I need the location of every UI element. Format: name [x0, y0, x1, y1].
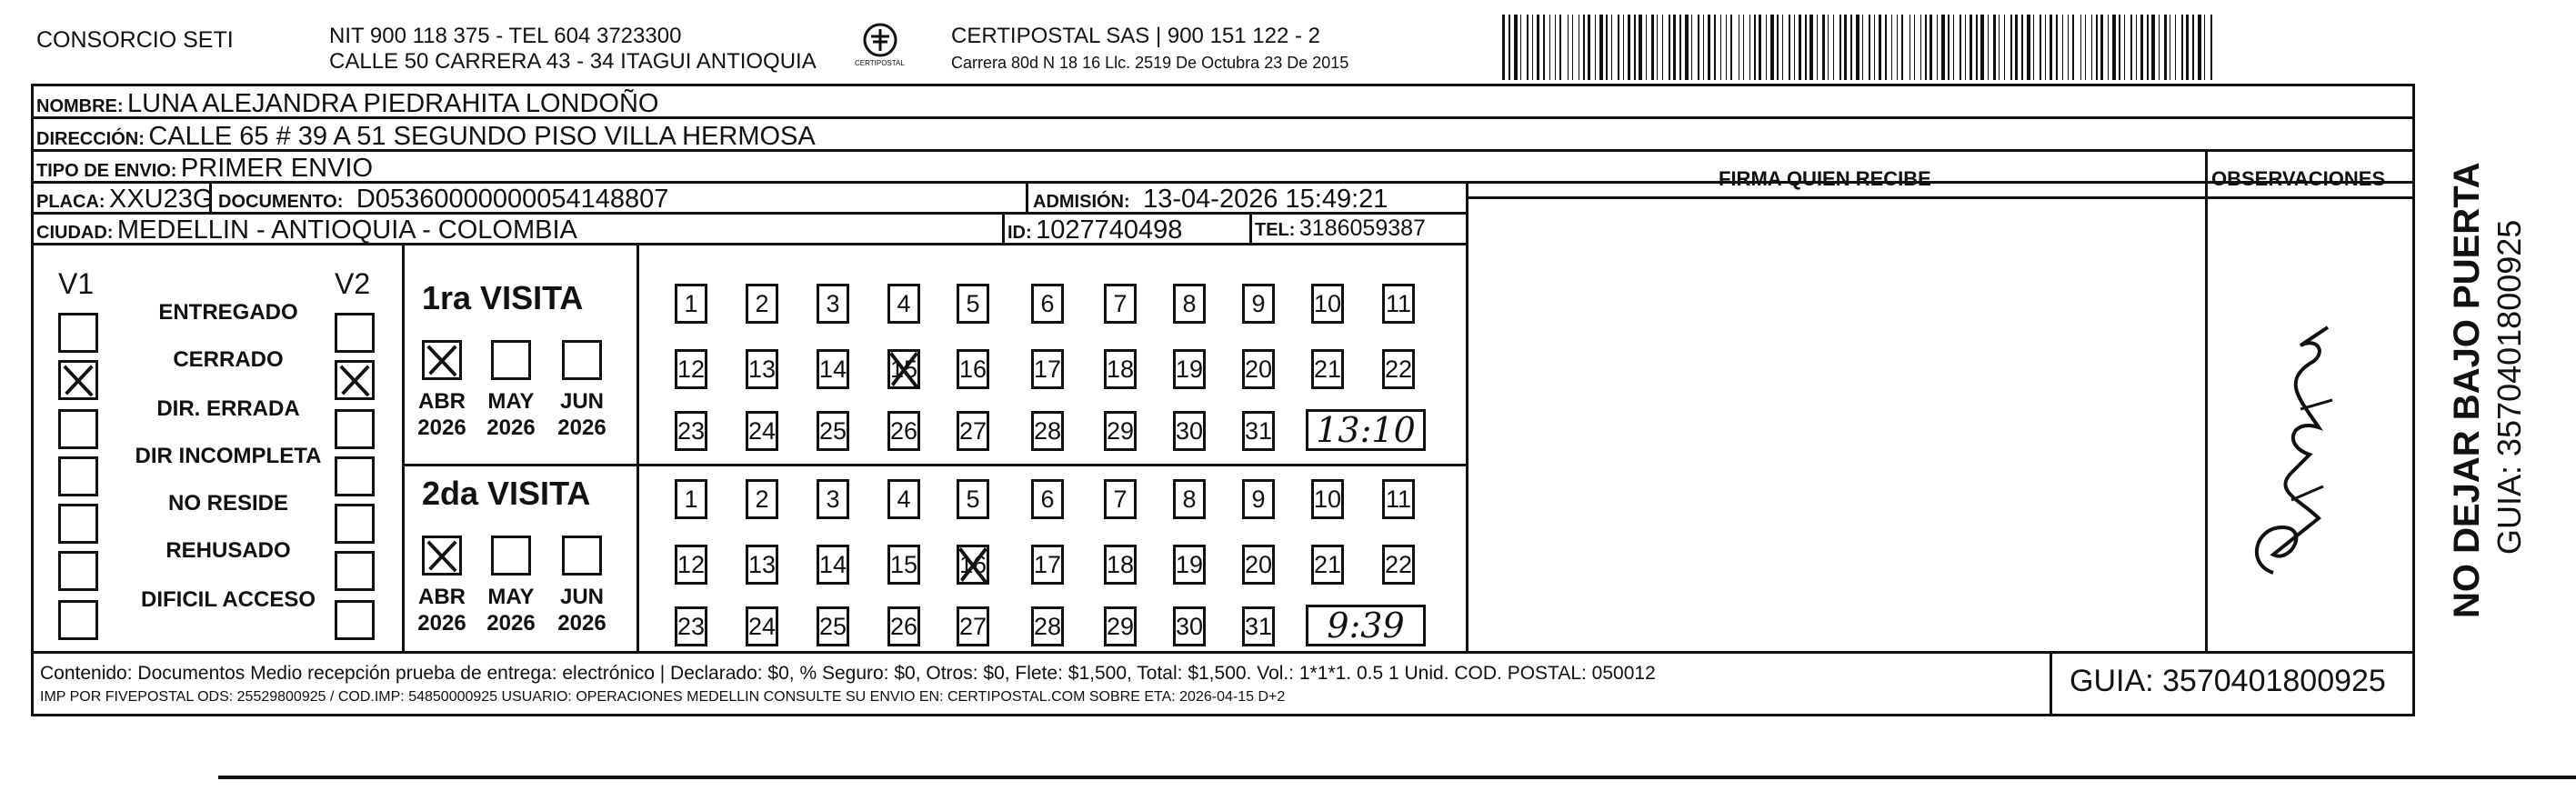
day-box[interactable]: 18 — [1104, 545, 1137, 585]
day-box[interactable]: 1 — [675, 479, 707, 519]
address-line: CALLE 50 CARRERA 43 - 34 ITAGUI ANTIOQUIA — [329, 49, 817, 74]
v2-header: V2 — [335, 267, 371, 300]
month-checkbox[interactable] — [491, 536, 531, 576]
day-box[interactable]: 14 — [817, 349, 849, 389]
day-box[interactable]: 1 — [675, 284, 707, 324]
barcode — [1502, 15, 2213, 80]
visit-title: 1ra VISITA — [422, 279, 584, 316]
recipient-name: LUNA ALEJANDRA PIEDRAHITA LONDOÑO — [127, 89, 659, 118]
document-value: D05360000000054148807 — [356, 185, 669, 214]
day-box[interactable]: 26 — [887, 411, 920, 451]
x-mark — [957, 545, 989, 585]
month-label: ABR 2026 — [417, 389, 466, 440]
day-box[interactable]: 7 — [1104, 284, 1137, 324]
day-box[interactable]: 23 — [675, 411, 707, 451]
day-box[interactable]: 21 — [1311, 545, 1344, 585]
tel-value: 3186059387 — [1298, 215, 1426, 241]
status-label: ENTREGADO — [158, 300, 298, 325]
day-box[interactable]: 16 — [957, 545, 989, 585]
month-label: ABR 2026 — [417, 585, 466, 636]
form-frame — [31, 84, 2415, 716]
bottom-edge — [218, 776, 2576, 779]
side-warning: NO DEJAR BAJO PUERTA — [2447, 162, 2487, 618]
v1-checkbox[interactable] — [58, 600, 98, 640]
company-name: CONSORCIO SETI — [36, 27, 234, 53]
v2-checkbox[interactable] — [335, 456, 375, 496]
month-checkbox[interactable] — [422, 536, 462, 576]
month-checkbox[interactable] — [491, 340, 531, 380]
document-label: DOCUMENTO: — [218, 192, 344, 212]
id-value: 1027740498 — [1036, 215, 1183, 245]
day-box[interactable]: 20 — [1242, 349, 1275, 389]
day-box[interactable]: 30 — [1173, 411, 1206, 451]
name-label: NOMBRE: — [36, 96, 124, 116]
imp-line: IMP POR FIVEPOSTAL ODS: 25529800925 / COD.IMP: 54850000925 USUARIO: OPERACIONES MEDELLIN CONSULTE SU ENVIO EN: CERTIPOSTAL.COM SOBRE ETA: 2026-04-15 D+2 — [40, 689, 1286, 705]
day-box[interactable]: 27 — [957, 606, 989, 646]
month-checkbox[interactable] — [562, 340, 602, 380]
observation-signature — [2237, 300, 2364, 591]
shipment-type: PRIMER ENVIO — [180, 154, 374, 183]
status-label: CERRADO — [173, 347, 284, 372]
license-line: Carrera 80d N 18 16 Llc. 2519 De Octubra 23 De 2015 — [951, 54, 1349, 72]
courier-line: CERTIPOSTAL SAS | 900 151 122 - 2 — [951, 24, 1320, 48]
admission-value: 13-04-2026 15:49:21 — [1143, 185, 1388, 214]
day-box[interactable]: 29 — [1104, 606, 1137, 646]
day-box[interactable]: 4 — [887, 284, 920, 324]
day-box[interactable]: 28 — [1031, 606, 1064, 646]
day-box[interactable]: 15 — [887, 349, 920, 389]
status-label: REHUSADO — [165, 538, 291, 563]
day-box[interactable]: 25 — [817, 606, 849, 646]
type-label: TIPO DE ENVIO: — [36, 161, 177, 181]
v2-checkbox[interactable] — [335, 551, 375, 591]
day-box[interactable]: 14 — [817, 545, 849, 585]
day-box[interactable]: 19 — [1173, 349, 1206, 389]
plate-value: XXU23G — [109, 185, 214, 214]
v1-checkbox[interactable] — [58, 551, 98, 591]
month-checkbox[interactable] — [562, 536, 602, 576]
day-box[interactable]: 6 — [1031, 284, 1064, 324]
day-box[interactable]: 17 — [1031, 349, 1064, 389]
city-label: CIUDAD: — [36, 223, 114, 243]
side-guide: GUIA: 3570401800925 — [2491, 219, 2528, 555]
certipostal-logo — [853, 20, 907, 75]
day-box[interactable]: 28 — [1031, 411, 1064, 451]
visit-title: 2da VISITA — [422, 475, 591, 512]
tel-label: TEL: — [1255, 220, 1296, 240]
day-box[interactable]: 9 — [1242, 284, 1275, 324]
day-box[interactable]: 3 — [817, 284, 849, 324]
day-box[interactable]: 3 — [817, 479, 849, 519]
day-box[interactable]: 22 — [1382, 545, 1415, 585]
day-box[interactable]: 13 — [746, 349, 778, 389]
status-label: DIFICIL ACCESO — [140, 587, 316, 612]
v2-checkbox[interactable] — [335, 504, 375, 544]
nit-line: NIT 900 118 375 - TEL 604 3723300 — [329, 24, 682, 48]
visit-time[interactable]: 9:39 — [1306, 605, 1426, 646]
x-mark — [887, 349, 920, 389]
day-box[interactable]: 6 — [1031, 479, 1064, 519]
v2-checkbox[interactable] — [335, 409, 375, 449]
day-box[interactable]: 30 — [1173, 606, 1206, 646]
address-label: DIRECCIÓN: — [36, 129, 145, 149]
month-label: MAY 2026 — [486, 585, 536, 636]
v2-checkbox[interactable] — [335, 360, 375, 400]
day-box[interactable]: 13 — [746, 545, 778, 585]
month-label: JUN 2026 — [557, 585, 606, 636]
day-box[interactable]: 22 — [1382, 349, 1415, 389]
day-box[interactable]: 24 — [746, 411, 778, 451]
day-box[interactable]: 7 — [1104, 479, 1137, 519]
day-box[interactable]: 8 — [1173, 284, 1206, 324]
day-box[interactable]: 11 — [1382, 479, 1415, 519]
v1-checkbox[interactable] — [58, 313, 98, 353]
day-box[interactable]: 5 — [957, 284, 989, 324]
v1-checkbox[interactable] — [58, 360, 98, 400]
day-box[interactable]: 5 — [957, 479, 989, 519]
day-box[interactable]: 15 — [887, 545, 920, 585]
plate-label: PLACA: — [36, 192, 105, 212]
x-mark — [425, 343, 459, 377]
v1-checkbox[interactable] — [58, 504, 98, 544]
day-box[interactable]: 10 — [1311, 479, 1344, 519]
month-label: JUN 2026 — [557, 389, 606, 440]
day-box[interactable]: 2 — [746, 479, 778, 519]
day-crossed-mark — [887, 349, 920, 389]
day-box[interactable]: 10 — [1311, 284, 1344, 324]
day-box[interactable]: 9 — [1242, 479, 1275, 519]
id-label: ID: — [1007, 223, 1032, 243]
footer-guide: GUIA: 3570401800925 — [2070, 664, 2386, 698]
logo-caption: CERTIPOSTAL — [855, 59, 905, 67]
day-box[interactable]: 29 — [1104, 411, 1137, 451]
signature-header: FIRMA QUIEN RECIBE — [1719, 167, 1931, 190]
day-box[interactable]: 26 — [887, 606, 920, 646]
status-label: DIR. ERRADA — [156, 396, 300, 421]
day-box[interactable]: 12 — [675, 349, 707, 389]
day-box[interactable]: 31 — [1242, 606, 1275, 646]
admission-label: ADMISIÓN: — [1033, 192, 1130, 212]
day-box[interactable]: 17 — [1031, 545, 1064, 585]
recipient-address: CALLE 65 # 39 A 51 SEGUNDO PISO VILLA HERMOSA — [148, 122, 816, 151]
month-checkbox[interactable] — [422, 340, 462, 380]
x-mark — [425, 538, 459, 573]
v2-checkbox[interactable] — [335, 600, 375, 640]
v1-checkbox[interactable] — [58, 456, 98, 496]
v1-header: V1 — [58, 267, 95, 300]
day-box[interactable]: 25 — [817, 411, 849, 451]
day-box[interactable]: 12 — [675, 545, 707, 585]
x-mark — [337, 363, 372, 397]
content-line: Contenido: Documentos Medio recepción prueba de entrega: electrónico | Declarado: $0, % Seguro: $0, Otros: $0, Flete: $1,500, Total: $1,500. Vol.: 1*1*1. 0.5 1 Unid. COD. POSTAL: 050012 — [40, 663, 1656, 684]
day-box[interactable]: 31 — [1242, 411, 1275, 451]
day-crossed-mark — [957, 545, 989, 585]
x-mark — [61, 363, 95, 397]
status-label: NO RESIDE — [167, 491, 289, 516]
month-label: MAY 2026 — [486, 389, 536, 440]
observations-header: OBSERVACIONES — [2211, 167, 2386, 190]
day-box[interactable]: 16 — [957, 349, 989, 389]
day-box[interactable]: 21 — [1311, 349, 1344, 389]
day-box[interactable]: 24 — [746, 606, 778, 646]
day-box[interactable]: 11 — [1382, 284, 1415, 324]
v1-checkbox[interactable] — [58, 409, 98, 449]
city-value: MEDELLIN - ANTIOQUIA - COLOMBIA — [116, 215, 577, 245]
day-box[interactable]: 18 — [1104, 349, 1137, 389]
day-box[interactable]: 2 — [746, 284, 778, 324]
day-box[interactable]: 20 — [1242, 545, 1275, 585]
visit-time[interactable]: 13:10 — [1306, 409, 1426, 451]
day-box[interactable]: 27 — [957, 411, 989, 451]
day-box[interactable]: 4 — [887, 479, 920, 519]
day-box[interactable]: 23 — [675, 606, 707, 646]
day-box[interactable]: 8 — [1173, 479, 1206, 519]
day-box[interactable]: 19 — [1173, 545, 1206, 585]
status-label: DIR INCOMPLETA — [135, 444, 322, 468]
v2-checkbox[interactable] — [335, 313, 375, 353]
